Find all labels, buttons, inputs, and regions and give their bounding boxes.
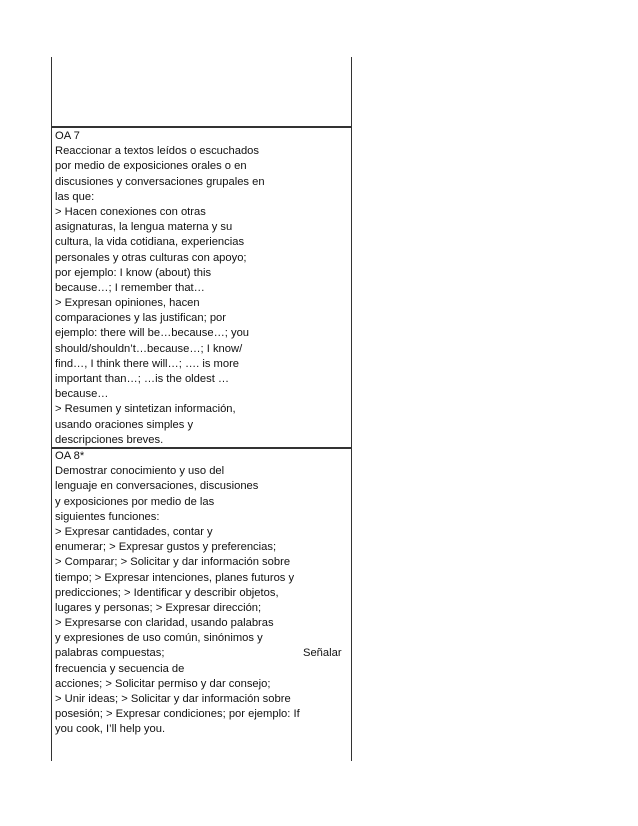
objective-line: posesión; > Expresar condiciones; por ejemplo: If <box>55 708 300 721</box>
objective-line: > Comparar; > Solicitar y dar información sobre <box>55 556 291 569</box>
objective-line: siguientes funciones: <box>55 510 160 523</box>
objective-line: y expresiones de uso común, sinónimos y <box>55 632 263 645</box>
objective-line: personales y otras culturas con apoyo; <box>55 251 247 264</box>
objective-line: usando oraciones simples y <box>55 418 194 431</box>
objective-line: > Expresar cantidades, contar y <box>55 525 213 538</box>
objective-code: OA 7 <box>55 130 80 142</box>
objective-line: lenguaje en conversaciones, discusiones <box>55 480 259 493</box>
objective-line: > Expresan opiniones, hacen <box>55 297 200 310</box>
objective-cell-oa8 <box>55 449 300 738</box>
objective-line: ejemplo: there will be…because…; you <box>55 327 250 340</box>
objective-line: because…; I remember that… <box>55 281 205 294</box>
objective-line: tiempo; > Expresar intenciones, planes futuros y <box>55 571 295 584</box>
objective-line: palabras compuestas; <box>55 647 165 660</box>
objective-line: > Expresarse con claridad, usando palabras <box>55 617 274 630</box>
objective-line: lugares y personas; > Expresar dirección; <box>55 601 262 614</box>
objective-line: find…, I think there will…; …. is more <box>55 357 240 370</box>
table-left-border <box>51 57 52 761</box>
objective-line: cultura, la vida cotidiana, experiencias <box>55 236 245 249</box>
table-right-border <box>351 57 352 761</box>
objective-line: > Resumen y sintetizan información, <box>55 403 236 416</box>
objective-line: because… <box>55 388 109 401</box>
objective-line: comparaciones y las justifican; por <box>55 312 226 325</box>
objective-line: > Unir ideas; > Solicitar y dar información sobre <box>55 693 291 705</box>
indicator-label: Señalar <box>303 647 342 659</box>
objective-line: frecuencia y secuencia de <box>55 662 185 675</box>
objective-line: acciones; > Solicitar permiso y dar consejo; <box>55 677 271 690</box>
objective-line: y exposiciones por medio de las <box>55 495 215 508</box>
objective-line: asignaturas, la lengua materna y su <box>55 221 233 234</box>
objective-line: > Hacen conexiones con otras <box>55 205 206 218</box>
objective-line: discusiones y conversaciones grupales en <box>55 175 265 188</box>
objective-line: you cook, I’ll help you. <box>55 723 166 736</box>
objective-line: important than…; …is the oldest … <box>55 373 230 385</box>
objective-line: predicciones; > Identificar y describir objetos, <box>55 586 279 599</box>
row-divider <box>51 126 352 128</box>
objective-code: OA 8* <box>55 450 85 462</box>
objective-cell-oa7 <box>55 129 295 448</box>
objective-line: las que: <box>55 190 95 203</box>
objective-line: descripciones breves. <box>55 433 164 446</box>
objective-line: Demostrar conocimiento y uso del <box>55 465 225 478</box>
objective-line: enumerar; > Expresar gustos y preferencias; <box>55 541 277 554</box>
objective-line: Reaccionar a textos leídos o escuchados <box>55 145 259 158</box>
objective-line: should/shouldn’t…because…; I know/ <box>55 342 243 355</box>
objective-line: por ejemplo: I know (about) this <box>55 266 212 279</box>
objective-line: por medio de exposiciones orales o en <box>55 160 247 173</box>
